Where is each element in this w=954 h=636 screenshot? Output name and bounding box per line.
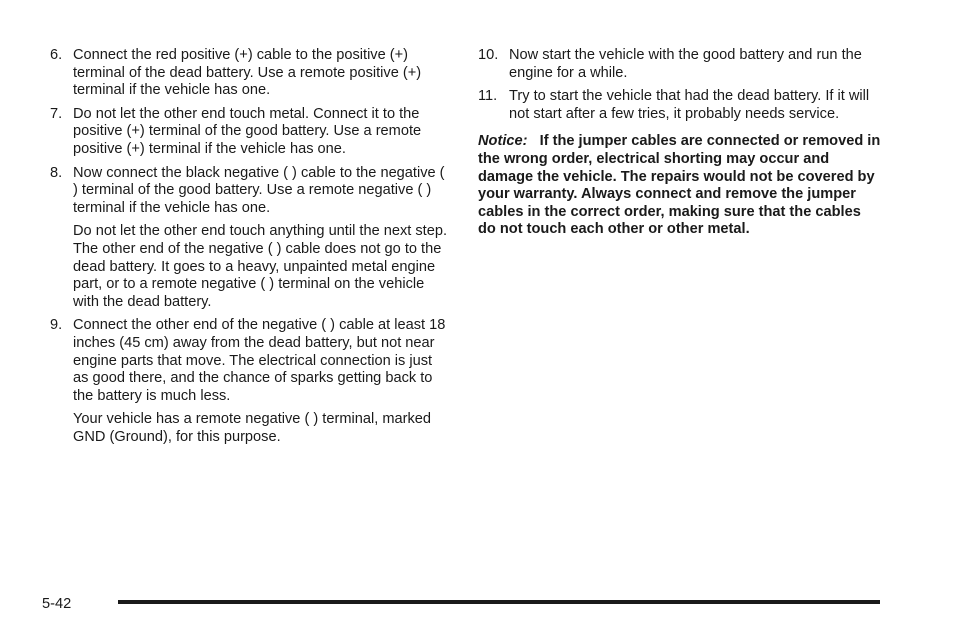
notice-block	[478, 133, 882, 239]
step-body	[73, 106, 450, 159]
step-text: Now start the vehicle with the good battery and run the engine for a while.	[509, 47, 862, 81]
step-9	[50, 317, 450, 446]
step-11	[478, 88, 882, 123]
step-text: Connect the other end of the negative ( ) cable at least 18 inches (45 cm) away from the dead battery, but not near engine parts that move. The electrical connection is just as good there, and the chance of sparks getting back to the battery is much less.	[73, 317, 446, 404]
step-7	[50, 106, 450, 159]
step-body	[73, 165, 450, 312]
step-continuation-text: Do not let the other end touch anything until the next step. The other end of the negative ( ) cable does not go to the dead battery. It goes to a heavy, unpainted metal engine part, or to a remote negative ( ) terminal on the vehicle with the dead battery.	[73, 223, 448, 310]
step-10	[478, 47, 882, 82]
step-continuation-text: Your vehicle has a remote negative ( ) terminal, marked GND (Ground), for this purpose.	[73, 411, 431, 445]
step-body	[509, 88, 882, 123]
step-number: 6.	[50, 47, 63, 63]
left-column	[50, 47, 450, 452]
step-body	[509, 47, 882, 82]
step-number: 11.	[478, 88, 498, 105]
right-column	[478, 47, 882, 254]
footer-rule	[118, 600, 880, 604]
step-8	[50, 165, 450, 312]
step-number: 7.	[50, 105, 63, 122]
step-body	[73, 317, 450, 446]
step-number: 9.	[50, 317, 63, 334]
page-number: 5-42	[42, 596, 72, 612]
notice-text: If the jumper cables are connected or removed in the wrong order, electrical shorting may occur and damage the vehicle. The repairs would not be covered by your warranty. Always connect and remove the jumper cables in the correct order, making sure that the cables do not touch each other or other metal.	[478, 133, 881, 238]
step-text: Do not let the other end touch metal. Connect it to the positive (+) terminal of the good battery. Use a remote positive (+) terminal if the vehicle has one.	[73, 105, 422, 157]
step-body	[73, 47, 450, 100]
step-number: 8.	[50, 164, 63, 181]
step-text: Now connect the black negative ( ) cable to the negative ( ) terminal of the good battery. Use a remote negative ( ) terminal if the vehicle has one.	[73, 164, 445, 216]
step-number: 10.	[478, 47, 499, 63]
notice-label: Notice:	[478, 133, 528, 150]
step-text: Connect the red positive (+) cable to the positive (+) terminal of the dead battery. Use a remote positive (+) terminal if the vehicle has one.	[73, 47, 422, 99]
step-text: Try to start the vehicle that had the dead battery. If it will not start after a few tries, it probably needs service.	[509, 88, 870, 122]
step-6	[50, 47, 450, 100]
